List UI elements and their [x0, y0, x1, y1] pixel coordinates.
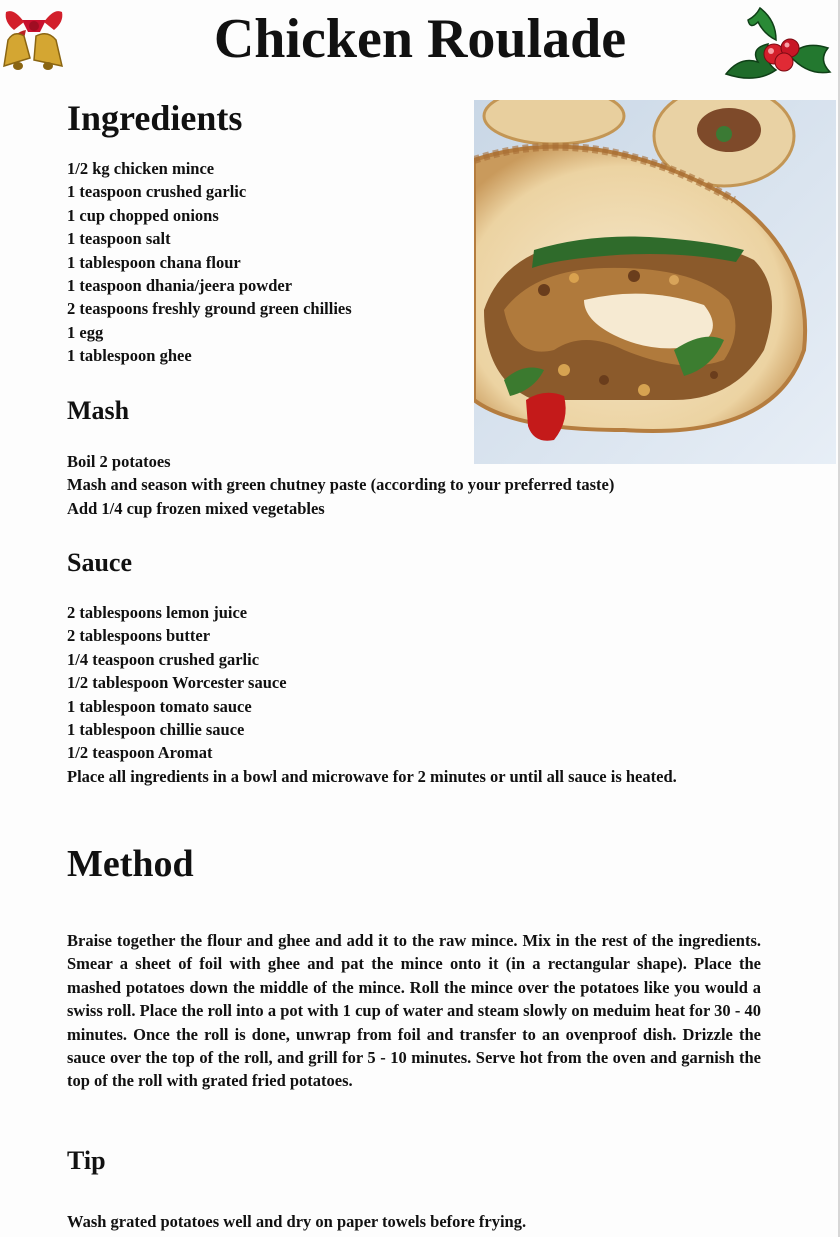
list-item: 1 tablespoon tomato sauce [67, 696, 252, 716]
list-item: Add 1/4 cup frozen mixed vegetables [67, 498, 325, 518]
list-item: 2 teaspoons freshly ground green chillies [67, 299, 352, 319]
chicken-roulade-photo [474, 100, 836, 464]
sauce-list [67, 601, 287, 765]
tip-heading: Tip [67, 1146, 106, 1175]
list-item: 1 tablespoon ghee [67, 346, 192, 366]
list-item: 1/2 teaspoon Aromat [67, 743, 213, 763]
sauce-instruction: Place all ingredients in a bowl and microwave for 2 minutes or until all sauce is heated. [67, 767, 677, 786]
list-item: Mash and season with green chutney paste (according to your preferred taste) [67, 475, 615, 495]
list-item: 1/2 kg chicken mince [67, 159, 215, 178]
list-item: Boil 2 potatoes [67, 452, 171, 471]
list-item: 1/4 teaspoon crushed garlic [67, 649, 260, 669]
list-item: 1 teaspoon salt [67, 229, 171, 249]
method-text: Braise together the flour and ghee and add it to the raw mince. Mix in the rest of the ingredients. Smear a sheet of foil with ghee and pat the mince onto it (in a rectangular shape). Place the mashed potatoes down the middle of the mince. Roll the mince over the potatoes like you would a swiss roll. Place the roll into a pot with 1 cup of water and steam slowly on meduim heat for 30 - 40 minutes. Once the roll is done, unwrap from foil and transfer to an ovenproof dish. Drizzle the sauce over the top of the roll, and grill for 5 - 10 minutes. Serve hot from the oven and garnish the top of the roll with grated fried potatoes. [67, 931, 761, 1091]
sauce-heading: Sauce [67, 548, 132, 577]
list-item: 2 tablespoons lemon juice [67, 603, 248, 622]
holly-icon [720, 0, 836, 84]
list-item: 1/2 tablespoon Worcester sauce [67, 673, 287, 693]
list-item: 2 tablespoons butter [67, 626, 211, 646]
list-item: 1 cup chopped onions [67, 205, 219, 225]
ingredients-list [67, 157, 352, 368]
list-item: 1 teaspoon crushed garlic [67, 182, 247, 202]
method-heading: Method [67, 843, 194, 885]
mash-list [67, 450, 614, 520]
list-item: 1 tablespoon chillie sauce [67, 720, 245, 740]
mash-heading: Mash [67, 396, 130, 425]
list-item: 1 teaspoon dhania/jeera powder [67, 276, 293, 296]
ingredients-heading: Ingredients [67, 98, 243, 138]
list-item: 1 tablespoon chana flour [67, 252, 241, 272]
list-item: 1 egg [67, 322, 104, 342]
page-title: Chicken Roulade [213, 8, 627, 70]
tip-text: Wash grated potatoes well and dry on paper towels before frying. [67, 1212, 527, 1231]
